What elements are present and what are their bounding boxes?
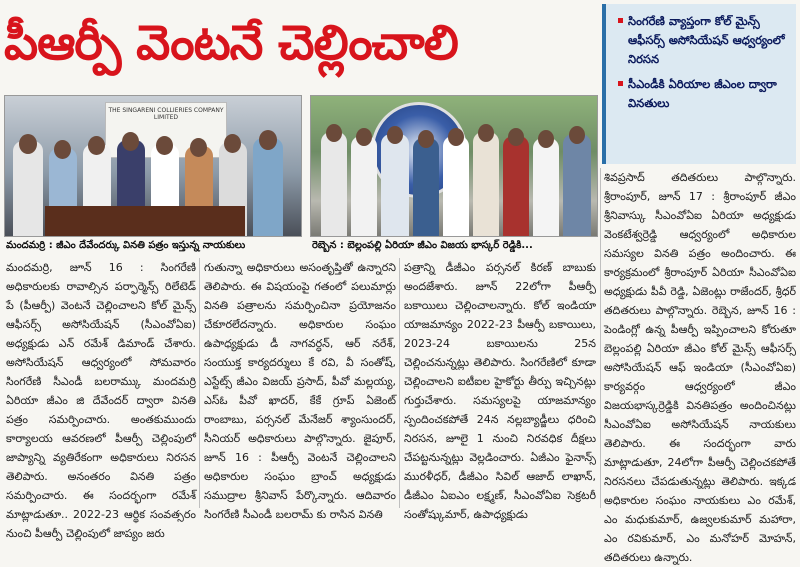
person-head [326, 124, 342, 142]
highlights-box [602, 4, 796, 164]
person-figure [503, 136, 529, 236]
person-figure [533, 138, 559, 236]
headline: పీఆర్పీ వెంటనే చెల్లించాలి [4, 15, 458, 71]
person-head [448, 128, 464, 146]
person-head [508, 128, 524, 146]
highlight-item [618, 75, 788, 113]
person-figure [413, 138, 439, 236]
article-column: మందమర్రి, జూన్ 16 : సింగరేణి అధికారులకు రావాల్సిన పర్ఫార్మెన్స్ రిలేటెడ్ పే (పీఆర్పీ) వెంటనే చెల్లించాలని కోల్ మైన్స్ ఆఫీసర్స్ అసోసియేషన్ (సీఎంవోఏఐ) అధ్యక్షుడు ఎన్ రమేశ్ డిమాండ్ చేశారు. అసోసియేషన్ ఆధ్వర్యంలో సోమవారం సింగరేణి సీఎండీ బలరామ్కు మందమర్రి ఏరియా జీఎం జి దేవేందర్ ద్వారా వినతి పత్రం సమర్పించారు. అంతకుముందు కార్యాలయ ఆవరణలో పీఆర్పీ చెల్లింపులో జాప్యాన్ని వ్యతిరేకంగా అధికారులు నిరసన తెలిపారు. అనంతరం వినతి పత్రం సమర్పించారు. ఈ సందర్భంగా రమేశ్ మాట్లాడుతూ.. 2022-23 ఆర్థిక సంవత్సరం నుంచి పీఆర్పీ చెల్లింపులో జాప్యం జరు [6, 261, 196, 540]
person-head [478, 124, 494, 142]
person-figure [381, 134, 409, 236]
column-divider [399, 258, 400, 508]
photo-caption: రెబ్బెన : బెల్లంపల్లి ఏరియా జీఎం విజయ భాస్కర్ రెడ్డికి... [312, 240, 533, 251]
desk [45, 206, 245, 236]
photo-mandamarri [4, 95, 302, 237]
person-head [224, 134, 241, 153]
person-figure [253, 138, 283, 236]
person-head [88, 136, 105, 155]
photo-rebbena [310, 95, 598, 237]
person-figure [351, 136, 377, 236]
highlight-text: సీఎండీకి ఏరియాల జీఎంల ద్వారా వినతులు [628, 77, 777, 110]
article-column: శివప్రసాద్ తదితరులు పాల్గొన్నారు. శ్రీరాంపూర్, జూన్ 17 : శ్రీరాంపూర్ జీఎం శ్రీనివాస్కు సీఎంవోఏఐ ఏరియా అధ్యక్షుడు వెంకటేశ్వర్రెడ్డి ఆధ్వర్యంలో అధికారుల సమస్యల వినతి పత్రం అందించారు. ఈ కార్యక్రమంలో శ్రీరాంపూర్ ఏరియా సీఎంవోఏఐ అధ్యక్షుడు పీవీ రెడ్డి, ఏజెంట్లు రాజేందర్, శ్రీధర్ తదితరులు పాల్గొన్నారు. రెబ్బెన, జూన్ 16 : పెండింగ్లో ఉన్న పీఆర్పీ ఇప్పించాలని కోరుతూ బెల్లంపల్లి ఏరియా జీఎం కోల్ మైన్స్ ఆఫీసర్స్ అసోసియేషన్ ఆఫ్ ఇండియా (సీఎంవోఏఐ) కార్యవర్గం ఆధ్వర్యంలో జీఎం విజయభాస్కర్రెడ్డికి వినతిపత్రం అందించినట్లు సీఎంవోఏఐ అసోసియేషన్ నాయకులు తెలిపారు. ఈ సందర్భంగా వారు మాట్లాడుతూ, 24లోగా పీఆర్పీ చెల్లించకపోతే నిరసనలు చేపడుతున్నట్లు తెలిపారు. ఇక్కడ అధికారుల సంఘం నాయకులు ఎం రమేశ్, ఎం మధుకుమార్, ఉజ్వలకుమార్ మహారా, ఎం రవికుమార్, ఎం మనోహర్ మోహన్, తదితరులు ఉన్నారు. [604, 171, 796, 564]
person-head [418, 130, 434, 148]
person-head [356, 128, 372, 146]
square-bullet-icon [618, 18, 623, 23]
banner-text: THE SINGARENI COLLIERIES COMPANY LIMITED [108, 107, 224, 121]
person-head [259, 130, 277, 150]
highlight-item [618, 12, 788, 69]
column-divider [600, 168, 601, 508]
article-column: పత్రాన్ని డీజీఎం పర్సనల్ కిరణ్ బాబుకు అందజేశారు. జూన్ 22లోగా పీఆర్పీ బకాయిలు చెల్లించాలన్నారు. కోల్ ఇండియా యాజమాన్యం 2022-23 పీఆర్పీ బకాయిలు, 2023-24 బకాయిలను 25న చెల్లించనున్నట్లు తెలిపారు. సింగరేణిలో కూడా చెల్లించాలని ఐటీఐల హైకోర్టు తీర్పు ఇచ్చినట్లు గుర్తుచేశారు. సమస్యలపై యాజమాన్యం స్పందించకపోతే 24న నల్లబ్యాడ్జీలు ధరించి నిరసన, జూలై 1 నుంచి నిరవధిక దీక్షలు చేపట్టనున్నట్లు వెల్లడించారు. ఏజీఎం ఫైనాన్స్ మురళీధర్, డీజీఎం సివిల్ ఆజాద్ లాఖాన్, డీజీఎం ఏఐఎం లక్ష్మణ్, సీఎంవోఏఐ సెక్రటరీ సంతోష్కుమార్, ఉపాధ్యక్షుడు [404, 261, 596, 521]
person-head [156, 136, 173, 155]
person-figure [473, 132, 499, 236]
person-head [387, 126, 403, 144]
person-head [122, 132, 139, 151]
highlight-text: సింగరేణి వ్యాప్తంగా కోల్ మైన్స్ ఆఫీసర్స్ అసోసియేషన్ ఆధ్వర్యంలో నిరసన [628, 14, 785, 66]
person-figure [321, 132, 347, 236]
person-head [538, 130, 554, 148]
person-head [569, 126, 585, 144]
person-figure [13, 141, 43, 236]
photo-caption: మందమర్రి : జీఎం దేవేందర్కు వినతి పత్రం ఇస్తున్న నాయకులు [6, 240, 246, 251]
person-head [190, 138, 207, 157]
person-figure [563, 134, 591, 236]
square-bullet-icon [618, 81, 623, 86]
person-figure [443, 136, 469, 236]
person-head [19, 134, 37, 154]
article-column: గుతున్నా అధికారులు అసంతృప్తితో ఉన్నారని తెలిపారు. ఈ విషయంపై గతంలో పలుమార్లు వినతి పత్రాలను సమర్పించినా ప్రయోజనం చేకూరలేదన్నారు. అధికారుల సంఘం ఉపాధ్యక్షుడు డీ నాగవర్ధన్, ఆర్ నరేశ్, సంయుక్త కార్యదర్శులు కే రవి, వీ సంతోష్, ఎస్టేట్స్ జీఎం విజయ్ ప్రసాద్, పీవో మల్లయ్య, ఎస్ఓ పీవో ఖాదర్, కేకే గ్రూప్ ఏజెంట్ రాంబాబు, పర్సనల్ మేనేజర్ శ్యాంసుందర్, సీనియర్ అధికారులు పాల్గొన్నారు. జైపూర్, జూన్ 16 : పీఆర్పీ వెంటనే చెల్లించాలని అధికారుల సంఘం బ్రాంచ్ అధ్యక్షుడు సముద్రాల శ్రీనివాస్ పేర్కొన్నారు. ఆదివారం సింగరేణి సీఎండీ బలరామ్ కు రాసిన వినతి [204, 261, 396, 521]
column-divider [199, 258, 200, 508]
person-head [54, 140, 71, 159]
